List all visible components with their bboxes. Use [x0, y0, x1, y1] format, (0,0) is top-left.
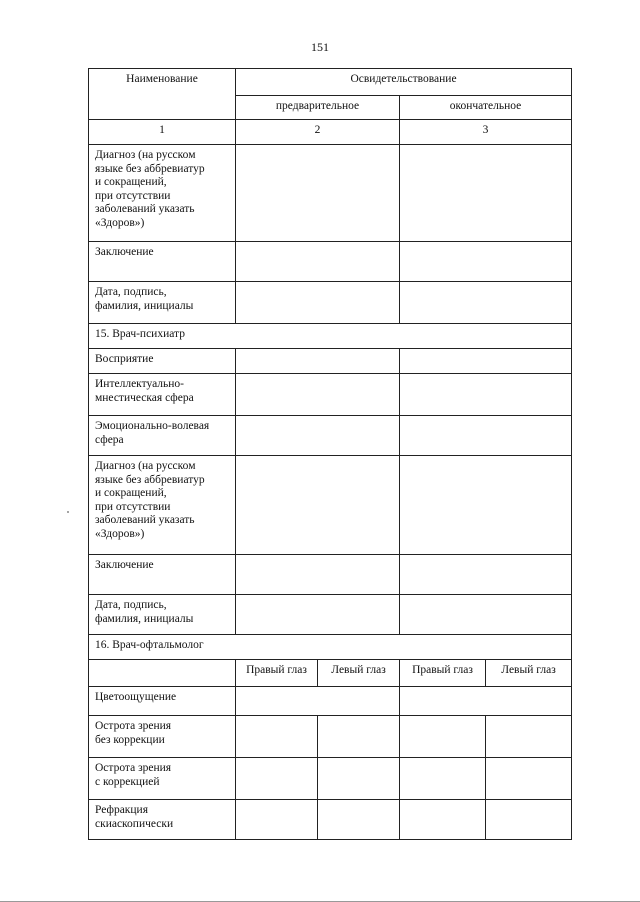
row-label-conclusion-psychiatrist: Заключение	[89, 555, 236, 595]
cell-diagnosis-final[interactable]	[400, 145, 572, 242]
header-left-eye-preliminary: Левый глаз	[318, 660, 400, 687]
cell-diagnosis-psychiatrist-preliminary[interactable]	[236, 456, 400, 555]
row-label-intellect: Интеллектуально- мнестическая сфера	[89, 374, 236, 416]
header-right-eye-preliminary: Правый глаз	[236, 660, 318, 687]
cell-refraction-left-final[interactable]	[486, 800, 572, 840]
header-final: окончательное	[400, 96, 572, 120]
cell-refraction-right-prelim[interactable]	[236, 800, 318, 840]
cell-signature-psychiatrist-final[interactable]	[400, 595, 572, 635]
row-label-acuity-correction: Острота зрения с коррекцией	[89, 758, 236, 800]
row-label-refraction: Рефракция скиаскопически	[89, 800, 236, 840]
row-label-signature: Дата, подпись, фамилия, инициалы	[89, 282, 236, 324]
cell-color-perception-preliminary[interactable]	[236, 687, 400, 716]
cell-conclusion-psychiatrist-preliminary[interactable]	[236, 555, 400, 595]
eye-header-blank	[89, 660, 236, 687]
cell-acuity-no-corr-left-final[interactable]	[486, 716, 572, 758]
cell-color-perception-final[interactable]	[400, 687, 572, 716]
row-label-perception: Восприятие	[89, 349, 236, 374]
cell-acuity-no-corr-right-final[interactable]	[400, 716, 486, 758]
cell-acuity-corr-right-prelim[interactable]	[236, 758, 318, 800]
cell-emotional-preliminary[interactable]	[236, 416, 400, 456]
medical-exam-form-table	[88, 68, 572, 840]
section-title-ophthalmologist: 16. Врач-офтальмолог	[89, 635, 572, 660]
cell-refraction-right-final[interactable]	[400, 800, 486, 840]
row-label-diagnosis-psychiatrist: Диагноз (на русском языке без аббревиатур и сокращений, при отсутствии заболеваний указать «Здоров»)	[89, 456, 236, 555]
cell-acuity-no-corr-left-prelim[interactable]	[318, 716, 400, 758]
row-label-acuity-no-correction: Острота зрения без коррекции	[89, 716, 236, 758]
cell-intellect-final[interactable]	[400, 374, 572, 416]
header-right-eye-final: Правый глаз	[400, 660, 486, 687]
row-label-signature-psychiatrist: Дата, подпись, фамилия, инициалы	[89, 595, 236, 635]
column-number-2: 2	[236, 120, 400, 145]
cell-signature-final[interactable]	[400, 282, 572, 324]
cell-signature-preliminary[interactable]	[236, 282, 400, 324]
cell-acuity-corr-left-prelim[interactable]	[318, 758, 400, 800]
row-label-color-perception: Цветоощущение	[89, 687, 236, 716]
cell-perception-final[interactable]	[400, 349, 572, 374]
header-preliminary: предварительное	[236, 96, 400, 120]
page-number: 151	[311, 40, 329, 54]
cell-diagnosis-preliminary[interactable]	[236, 145, 400, 242]
header-name: Наименование	[89, 69, 236, 120]
cell-diagnosis-psychiatrist-final[interactable]	[400, 456, 572, 555]
cell-conclusion-final[interactable]	[400, 242, 572, 282]
cell-conclusion-psychiatrist-final[interactable]	[400, 555, 572, 595]
cell-acuity-no-corr-right-prelim[interactable]	[236, 716, 318, 758]
cell-refraction-left-prelim[interactable]	[318, 800, 400, 840]
header-examination: Освидетельствование	[236, 69, 572, 96]
cell-intellect-preliminary[interactable]	[236, 374, 400, 416]
column-number-1: 1	[89, 120, 236, 145]
cell-conclusion-preliminary[interactable]	[236, 242, 400, 282]
cell-signature-psychiatrist-preliminary[interactable]	[236, 595, 400, 635]
section-title-psychiatrist: 15. Врач-психиатр	[89, 324, 572, 349]
cell-emotional-final[interactable]	[400, 416, 572, 456]
row-label-conclusion: Заключение	[89, 242, 236, 282]
scan-speck	[67, 511, 69, 513]
column-number-3: 3	[400, 120, 572, 145]
cell-acuity-corr-right-final[interactable]	[400, 758, 486, 800]
cell-acuity-corr-left-final[interactable]	[486, 758, 572, 800]
header-left-eye-final: Левый глаз	[486, 660, 572, 687]
cell-perception-preliminary[interactable]	[236, 349, 400, 374]
row-label-diagnosis: Диагноз (на русском языке без аббревиатур и сокращений, при отсутствии заболеваний указать «Здоров»)	[89, 145, 236, 242]
row-label-emotional: Эмоционально-волевая сфера	[89, 416, 236, 456]
